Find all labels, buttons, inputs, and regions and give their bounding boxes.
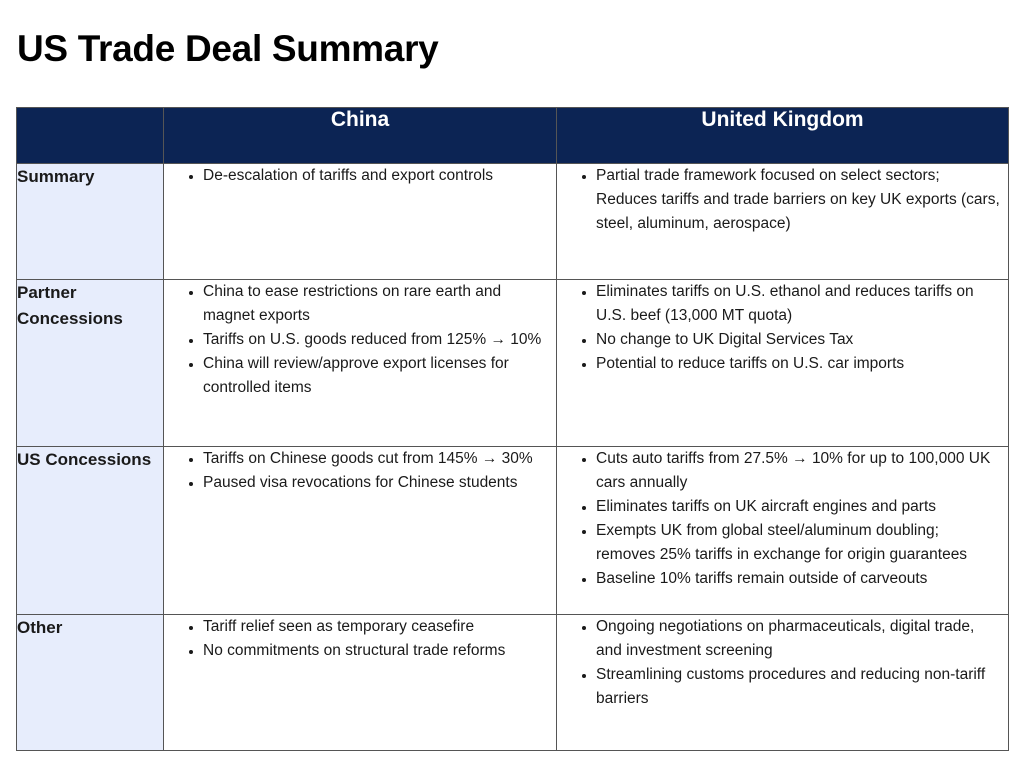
bullet-item: • Tariff relief seen as temporary ceasefire	[203, 615, 556, 639]
bullet-item: • De-escalation of tariffs and export controls	[203, 164, 556, 188]
bullet-item: • Potential to reduce tariffs on U.S. car imports	[596, 352, 1008, 376]
bullet-item: • No change to UK Digital Services Tax	[596, 328, 1008, 352]
bullet-item: • Tariffs on Chinese goods cut from 145% → 30%	[203, 447, 556, 471]
bullet-item: • Streamlining customs procedures and reducing non-tariff barriers	[596, 663, 1008, 711]
column-header-uk: United Kingdom	[557, 108, 1009, 164]
cell-us-concessions-china	[164, 447, 557, 615]
bullet-item: • China to ease restrictions on rare earth and magnet exports	[203, 280, 556, 328]
row-label-partner-concessions: Partner Concessions	[17, 280, 164, 447]
bullet-list	[164, 447, 556, 495]
bullet-item: • Partial trade framework focused on select sectors; Reduces tariffs and trade barriers on key UK exports (cars, steel, aluminum, aerospace)	[596, 164, 1008, 236]
header-corner-cell	[17, 108, 164, 164]
bullet-item: • China will review/approve export licenses for controlled items	[203, 352, 556, 400]
table-header-row	[17, 108, 1009, 164]
cell-us-concessions-uk	[557, 447, 1009, 615]
bullet-list	[164, 164, 556, 188]
column-header-china: China	[164, 108, 557, 164]
bullet-item: • Cuts auto tariffs from 27.5% → 10% for up to 100,000 UK cars annually	[596, 447, 1008, 495]
bullet-item: • Baseline 10% tariffs remain outside of carveouts	[596, 567, 1008, 591]
trade-deal-table	[16, 107, 1009, 751]
bullet-list	[164, 280, 556, 400]
bullet-item: • Exempts UK from global steel/aluminum doubling; removes 25% tariffs in exchange for origin guarantees	[596, 519, 1008, 567]
cell-other-uk	[557, 615, 1009, 751]
table-row-other	[17, 615, 1009, 751]
table-row-summary	[17, 164, 1009, 280]
bullet-list	[557, 447, 1008, 591]
bullet-list	[557, 615, 1008, 711]
table-row-us-concessions	[17, 447, 1009, 615]
row-label-us-concessions: US Concessions	[17, 447, 164, 615]
cell-summary-uk	[557, 164, 1009, 280]
bullet-item: • Eliminates tariffs on UK aircraft engines and parts	[596, 495, 1008, 519]
cell-summary-china	[164, 164, 557, 280]
bullet-item: • No commitments on structural trade reforms	[203, 639, 556, 663]
cell-partner-concessions-china	[164, 280, 557, 447]
row-label-other: Other	[17, 615, 164, 751]
bullet-list	[557, 164, 1008, 236]
bullet-item: • Ongoing negotiations on pharmaceuticals, digital trade, and investment screening	[596, 615, 1008, 663]
bullet-item: • Tariffs on U.S. goods reduced from 125% → 10%	[203, 328, 556, 352]
bullet-item: • Paused visa revocations for Chinese students	[203, 471, 556, 495]
bullet-list	[557, 280, 1008, 376]
bullet-item: • Eliminates tariffs on U.S. ethanol and reduces tariffs on U.S. beef (13,000 MT quota)	[596, 280, 1008, 328]
table-row-partner-concessions	[17, 280, 1009, 447]
cell-other-china	[164, 615, 557, 751]
row-label-summary: Summary	[17, 164, 164, 280]
page-title: US Trade Deal Summary	[17, 28, 439, 69]
bullet-list	[164, 615, 556, 663]
cell-partner-concessions-uk	[557, 280, 1009, 447]
